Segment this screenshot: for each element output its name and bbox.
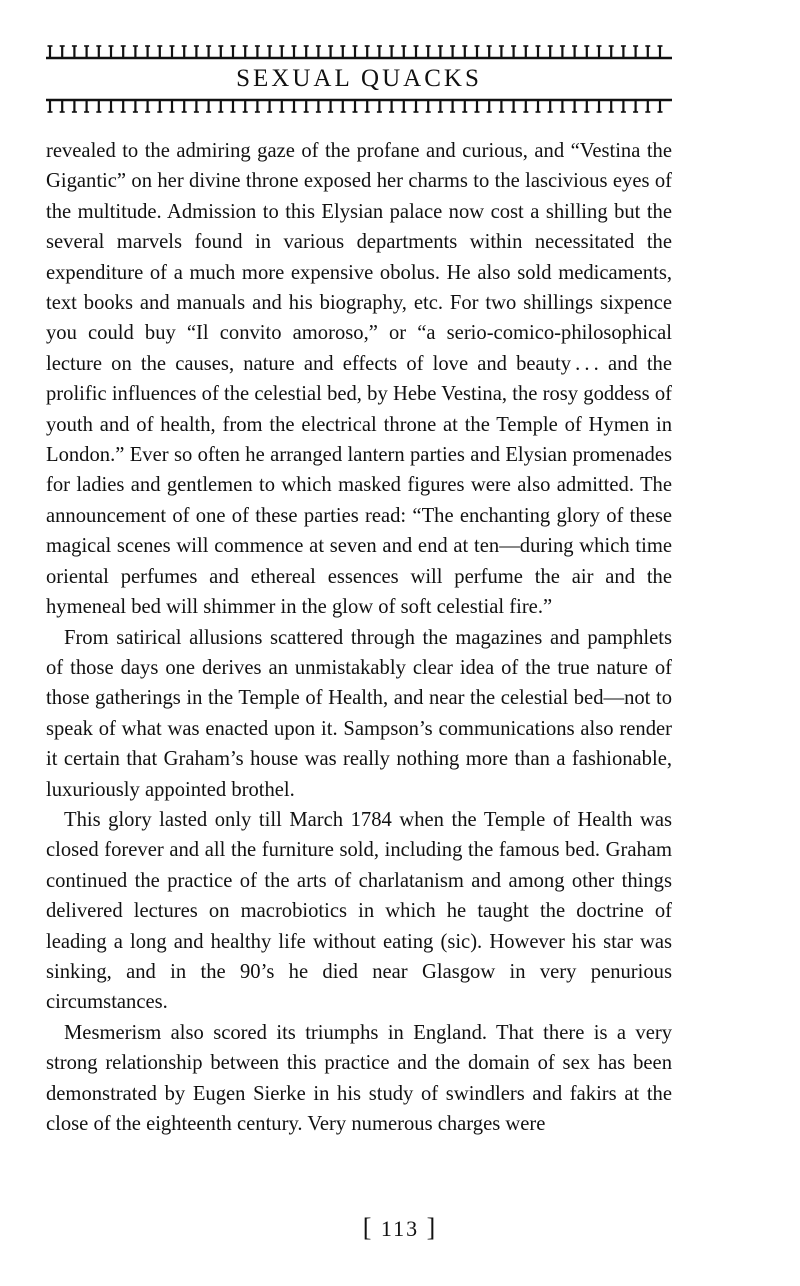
- left-bracket: [: [362, 1213, 374, 1242]
- page-number-footer: [0, 1213, 800, 1243]
- page-number: 113: [380, 1216, 420, 1241]
- right-bracket: ]: [426, 1213, 438, 1242]
- top-ornament-rule: [46, 42, 672, 60]
- running-title: SEXUAL QUACKS: [236, 65, 482, 92]
- body-text: [46, 136, 672, 1139]
- page: [46, 40, 672, 1139]
- paragraph: revealed to the admiring gaze of the profane and curious, and “Vestina the Gigantic” on her divine throne exposed her charms to the lascivious eyes of the multitude. Admission to this Elysian palace now cost a shilling but the several marvels found in various departments within necessitated the expenditure of a much more expensive obolus. He also sold medicaments, text books and manuals and his biography, etc. For two shillings sixpence you could buy “Il convito amoroso,” or “a serio-comico-philosophical lecture on the causes, nature and effects of love and beauty . . . and the prolific influences of the celestial bed, by Hebe Vestina, the rosy goddess of youth and of health, from the electrical throne at the Temple of Hymen in London.” Ever so often he arranged lantern parties and Elysian promenades for ladies and gentlemen to which masked figures were also admitted. The announcement of one of these parties read: “The enchanting glory of these magical scenes will commence at seven and end at ten—during which time oriental perfumes and ethereal essences will perfume the air and the hymeneal bed will shimmer in the glow of soft celestial fire.”: [46, 140, 672, 619]
- paragraph: From satirical allusions scattered through the magazines and pamphlets of those days one derives an unmistakably clear idea of the true nature of those gatherings in the Temple of Health, and near the celestial bed—not to speak of what was enacted upon it. Sampson’s communications also render it certain that Graham’s house was really nothing more than a fashionable, luxuriously appointed brothel.: [46, 626, 672, 801]
- paragraph: Mesmerism also scored its triumphs in England. That there is a very strong relationship between this practice and the domain of sex has been demonstrated by Eugen Sierke in his study of swindlers and fakirs at the close of the eighteenth century. Very numerous charges were: [46, 1021, 672, 1135]
- paragraph: This glory lasted only till March 1784 when the Temple of Health was closed forever and all the furniture sold, including the famous bed. Graham continued the practice of the arts of charlatanism and among other things delivered lectures on macrobiotics in which he taught the doctrine of leading a long and healthy life without eating (sic). However his star was sinking, and in the 90’s he died near Glasgow in very penurious circumstances.: [46, 808, 672, 1014]
- bottom-ornament-rule: [46, 98, 672, 116]
